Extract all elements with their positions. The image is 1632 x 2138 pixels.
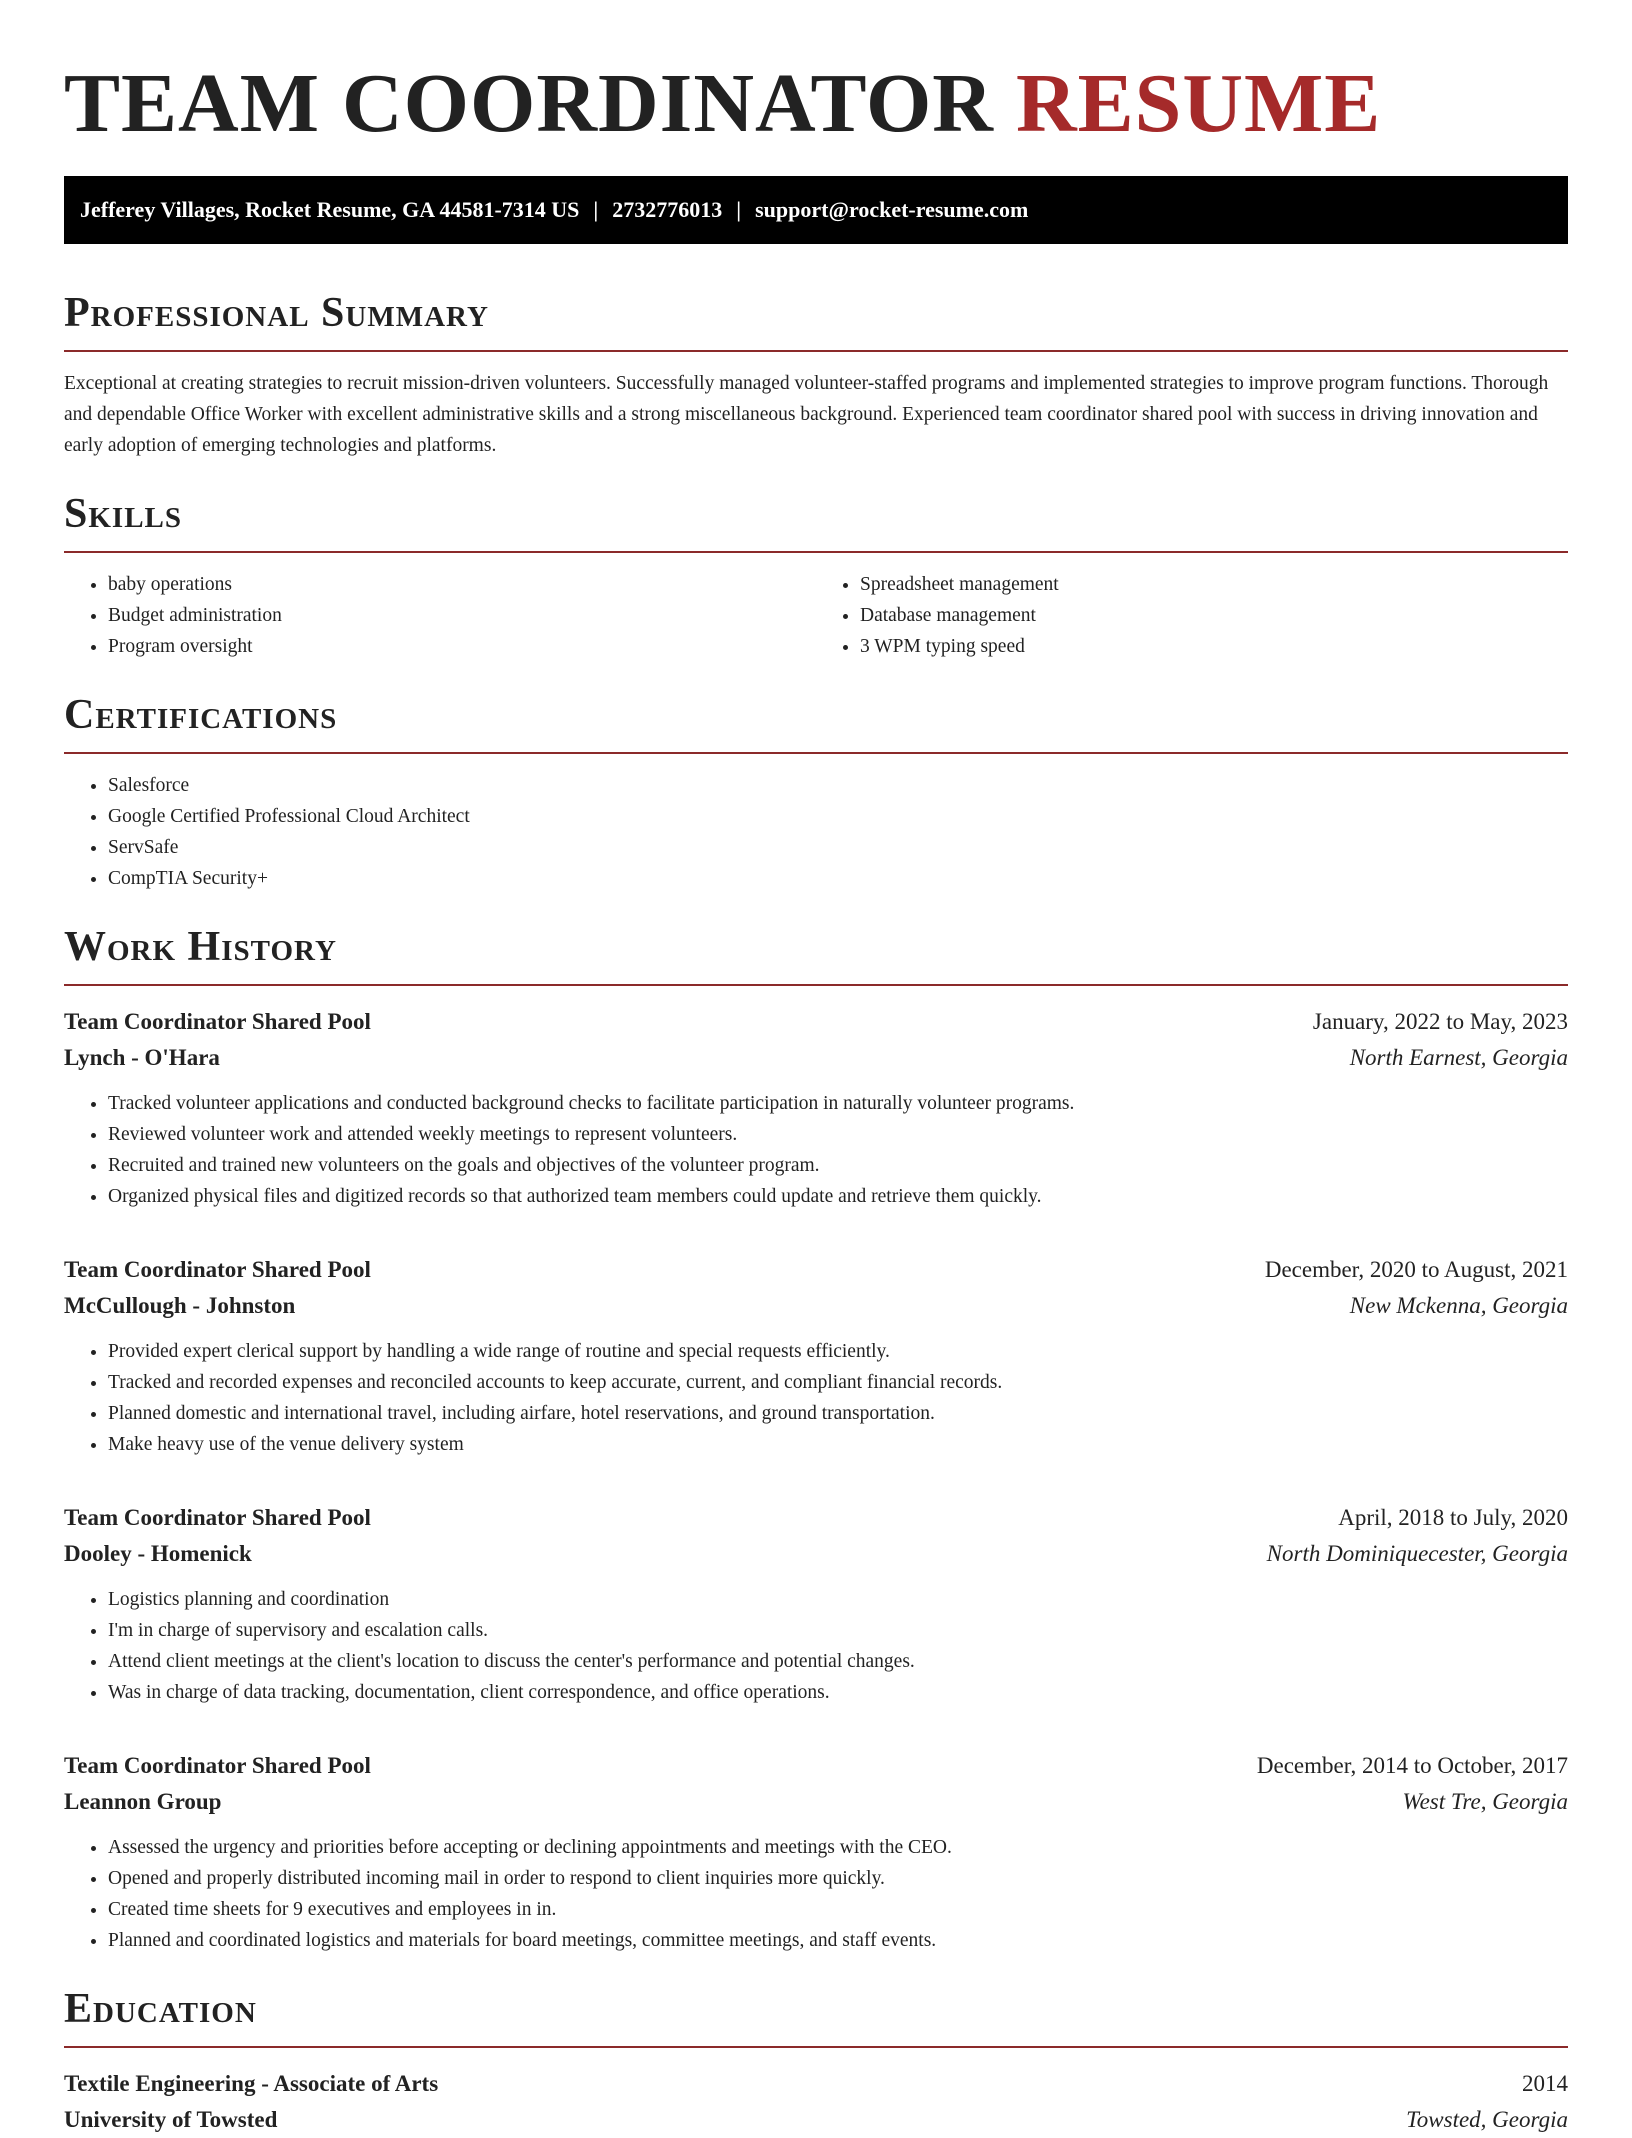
contact-separator: | xyxy=(736,197,742,222)
job-duty: • I'm in charge of supervisory and escalation calls. xyxy=(108,1615,1568,1646)
job-entry xyxy=(64,1252,1568,1460)
job-duty: • Planned and coordinated logistics and materials for board meetings, committee meetings, and staff events. xyxy=(108,1925,1568,1956)
job-duty: • Tracked and recorded expenses and reconciled accounts to keep accurate, current, and compliant financial records. xyxy=(108,1367,1568,1398)
job-company-row xyxy=(64,1784,1568,1820)
job-duties-list xyxy=(64,1584,1568,1708)
contact-address: Jefferey Villages, Rocket Resume, GA 44581-7314 US xyxy=(80,197,580,222)
certification-item: • ServSafe xyxy=(108,832,1568,863)
job-duty: • Opened and properly distributed incoming mail in order to respond to client inquiries more quickly. xyxy=(108,1863,1568,1894)
job-duty: • Was in charge of data tracking, documentation, client correspondence, and office operations. xyxy=(108,1677,1568,1708)
summary-section xyxy=(64,290,1568,461)
job-company: Leannon Group xyxy=(64,1789,222,1814)
job-dates: January, 2022 to May, 2023 xyxy=(1312,1009,1568,1034)
job-company: Lynch - O'Hara xyxy=(64,1045,220,1070)
job-company-row xyxy=(64,1040,1568,1076)
skill-item: • baby operations xyxy=(108,569,816,600)
job-title: Team Coordinator Shared Pool xyxy=(64,1009,371,1034)
education-section xyxy=(64,1986,1568,2138)
resume-title xyxy=(64,0,1568,152)
job-entry xyxy=(64,1500,1568,1708)
skills-section xyxy=(64,491,1568,662)
education-entry xyxy=(64,2066,1568,2138)
skill-item: • Database management xyxy=(860,600,1568,631)
job-duty: • Assessed the urgency and priorities before accepting or declining appointments and meetings with the CEO. xyxy=(108,1832,1568,1863)
contact-phone: 2732776013 xyxy=(612,197,723,222)
education-heading: Education xyxy=(64,1986,1568,2048)
contact-separator: | xyxy=(593,197,599,222)
job-duty: • Organized physical files and digitized records so that authorized team members could update and retrieve them quickly. xyxy=(108,1181,1568,1212)
job-location: North Earnest, Georgia xyxy=(1349,1045,1568,1070)
title-accent: RESUME xyxy=(1015,57,1382,150)
job-duties-list xyxy=(64,1088,1568,1212)
job-company: Dooley - Homenick xyxy=(64,1541,252,1566)
skill-item: • Spreadsheet management xyxy=(860,569,1568,600)
job-title: Team Coordinator Shared Pool xyxy=(64,1753,371,1778)
certifications-heading: Certifications xyxy=(64,692,1568,754)
summary-text: Exceptional at creating strategies to recruit mission-driven volunteers. Successfully managed volunteer-staffed programs and implemented strategies to improve program functions. Thorough and dependable Office Worker with excellent administrative skills and a strong miscellaneous background. Experienced team coordinator shared pool with success in driving innovation and early adoption of emerging technologies and platforms. xyxy=(64,373,1549,456)
certification-item: • CompTIA Security+ xyxy=(108,863,1568,894)
job-dates: April, 2018 to July, 2020 xyxy=(1338,1505,1568,1530)
job-location: New Mckenna, Georgia xyxy=(1349,1293,1568,1318)
work-history-heading: Work History xyxy=(64,924,1568,986)
job-company-row xyxy=(64,1536,1568,1572)
skill-item: • 3 WPM typing speed xyxy=(860,631,1568,662)
job-duty: • Planned domestic and international travel, including airfare, hotel reservations, and ground transportation. xyxy=(108,1398,1568,1429)
job-company-row xyxy=(64,1288,1568,1324)
job-title: Team Coordinator Shared Pool xyxy=(64,1505,371,1530)
job-header-row xyxy=(64,1252,1568,1288)
skill-item: • Program oversight xyxy=(108,631,816,662)
education-location: Towsted, Georgia xyxy=(1406,2107,1568,2132)
job-duty: • Recruited and trained new volunteers on the goals and objectives of the volunteer program. xyxy=(108,1150,1568,1181)
job-header-row xyxy=(64,1004,1568,1040)
work-history-section xyxy=(64,924,1568,1956)
education-header-row xyxy=(64,2066,1568,2102)
job-entry xyxy=(64,1748,1568,1956)
job-location: North Dominiquecester, Georgia xyxy=(1266,1541,1568,1566)
job-duty: • Tracked volunteer applications and conducted background checks to facilitate participation in naturally volunteer programs. xyxy=(108,1088,1568,1119)
job-duty: • Provided expert clerical support by handling a wide range of routine and special requests efficiently. xyxy=(108,1336,1568,1367)
certification-item: • Salesforce xyxy=(108,770,1568,801)
skills-columns xyxy=(64,569,1568,662)
certifications-list xyxy=(64,770,1568,894)
certification-item: • Google Certified Professional Cloud Architect xyxy=(108,801,1568,832)
job-duty: • Created time sheets for 9 executives and employees in in. xyxy=(108,1894,1568,1925)
title-main: TEAM COORDINATOR xyxy=(64,57,994,150)
job-company: McCullough - Johnston xyxy=(64,1293,296,1318)
education-degree: Textile Engineering - Associate of Arts xyxy=(64,2071,439,2096)
job-dates: December, 2020 to August, 2021 xyxy=(1264,1257,1568,1282)
contact-email: support@rocket-resume.com xyxy=(755,197,1029,222)
job-header-row xyxy=(64,1748,1568,1784)
education-school: University of Towsted xyxy=(64,2107,278,2132)
skills-list-right xyxy=(816,569,1568,662)
job-duty: • Attend client meetings at the client's location to discuss the center's performance and potential changes. xyxy=(108,1646,1568,1677)
education-school-row xyxy=(64,2102,1568,2138)
skills-heading: Skills xyxy=(64,491,1568,553)
skill-item: • Budget administration xyxy=(108,600,816,631)
certifications-section xyxy=(64,692,1568,894)
job-duty: • Logistics planning and coordination xyxy=(108,1584,1568,1615)
job-entry xyxy=(64,1004,1568,1212)
skills-list-left xyxy=(64,569,816,662)
job-duties-list xyxy=(64,1336,1568,1460)
job-duty: • Make heavy use of the venue delivery system xyxy=(108,1429,1568,1460)
summary-heading: Professional Summary xyxy=(64,290,1568,352)
job-duties-list xyxy=(64,1832,1568,1956)
contact-bar xyxy=(64,176,1568,244)
job-header-row xyxy=(64,1500,1568,1536)
job-title: Team Coordinator Shared Pool xyxy=(64,1257,371,1282)
job-duty: • Reviewed volunteer work and attended weekly meetings to represent volunteers. xyxy=(108,1119,1568,1150)
job-location: West Tre, Georgia xyxy=(1402,1789,1568,1814)
education-year: 2014 xyxy=(1522,2071,1568,2096)
resume-page xyxy=(64,0,1568,2138)
job-dates: December, 2014 to October, 2017 xyxy=(1256,1753,1568,1778)
